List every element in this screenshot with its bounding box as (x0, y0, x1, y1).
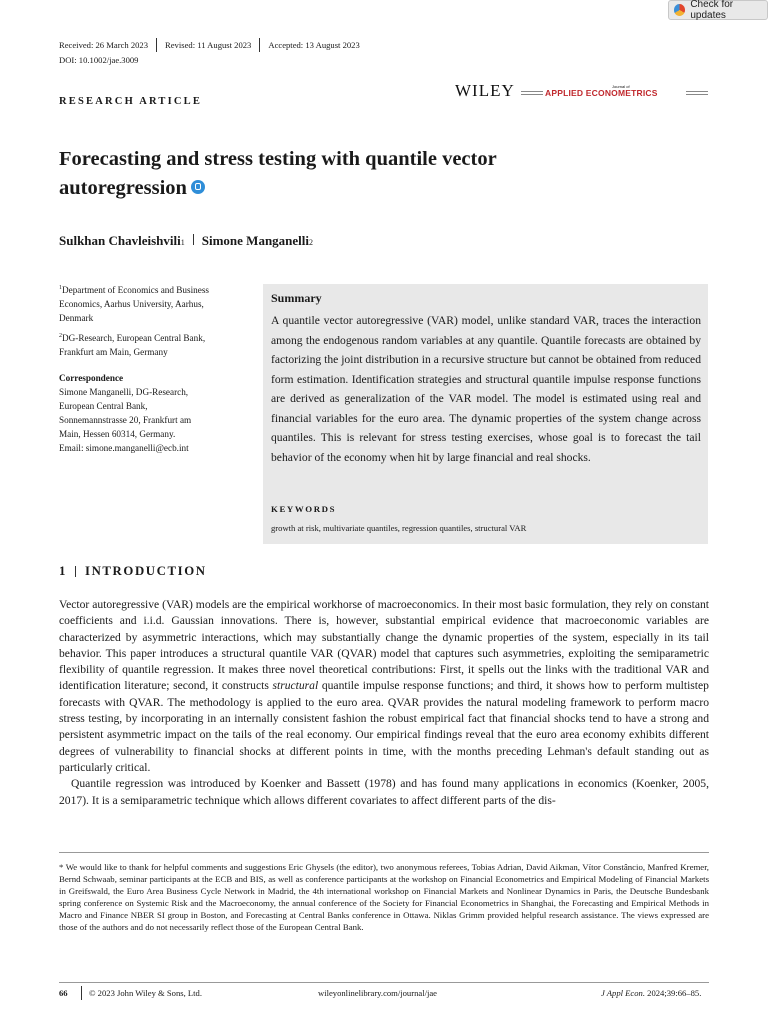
title-line-2: autoregression (59, 177, 187, 199)
logo-rule (521, 91, 543, 92)
logo-rule (686, 91, 708, 92)
body-text (59, 597, 709, 809)
author-affiliation-mark: 1 (180, 238, 185, 247)
author-name[interactable]: Sulkhan Chavleishvili (59, 233, 181, 248)
page-number: 66 (59, 988, 68, 998)
paragraph (59, 597, 709, 776)
divider (81, 986, 82, 1000)
affiliation-line: Denmark (59, 313, 94, 324)
revised-date: Revised: 11 August 2023 (165, 40, 252, 50)
affiliation-1 (59, 281, 249, 325)
affiliation-2 (59, 329, 249, 359)
check-for-updates-label: Check for updates (690, 0, 734, 21)
publisher-logo: WILEY (455, 81, 515, 100)
divider (193, 234, 194, 245)
paragraph-text: quantile impulse response functions; and third, it shows how to perform multistep forecasts with QVAR. The methodology is applied to the euro area. QVAR provides the natural modeling framework to perform macro stress testing, by incorporating in an internally consistent fashion the robust empirical fact that financial shocks tend to have a strong and persistent asymmetric impact on the tails of the real economy. Our empirical findings reveal that the euro area economy exhibits different degrees of vulnerability to financial shocks at different points in time, with the months preceding Lehman's default standing out as particularly critical. (59, 679, 709, 774)
paragraph: Quantile regression was introduced by Koenker and Bassett (1978) and has found many applications in economics (Koenker, 2005, 2017). It is a semiparametric technique which allows different covariates to affect different parts of the dis- (59, 777, 709, 807)
volume-info: 2024;39:66–85. (645, 988, 702, 998)
section-title: INTRODUCTION (85, 564, 207, 578)
doi[interactable]: DOI: 10.1002/jae.3009 (59, 55, 139, 65)
footnote: * We would like to thank for helpful comments and suggestions Eric Ghysels (the editor), two anonymous referees, Tobias Adrian, David Aikman, Vítor Constâncio, Manfred Kremer, Bernd Schwaab, seminar participants at the ECB and BIS, as well as conference participants at the workshop on Financial Econometrics and Empirical Modeling of Financial Markets in Greifswald, the Euro Area Business Cycle Network in Madrid, the 4th international workshop on Financial Markets and Nonlinear Dynamics in Paris, the Deutsche Bundesbank spring conference on Systemic Risk and the Macroeconomy, the annual conference of the Society for Financial Econometrics in Shanghai, the Forecasting and Empirical Methods in Macro and Finance NBER SI group in Boston, and Forecasting at Central Banks conference in Ottawa. Niklas Grimm provided helpful research assistance. The views expressed are those of the authors and do not necessarily reflect those of the European Central Bank. (59, 862, 709, 933)
open-access-icon[interactable] (191, 180, 205, 194)
divider (156, 38, 157, 52)
article-title (59, 145, 659, 203)
summary-text: A quantile vector autoregressive (VAR) model, unlike standard VAR, traces the interaction among the endogenous random variables at any quantile. Quantile forecasts are obtained by factorizing the joint distribution in a recursive structure but cannot be obtained from reduced form estimation. Identification strategies and structural quantile impulse response functions are derived as generalization of the VAR model. The model is estimated using real and financial variables for the euro area. The dynamic properties of the system change across quantiles. This is relevant for stress testing exercises, whose goal is to forecast the tail behavior of the economy when hit by large financial and real shocks. (271, 314, 701, 464)
logo-rule (686, 94, 708, 95)
article-dates (59, 38, 360, 52)
paragraph-text: Vector autoregressive (VAR) models are the empirical workhorse of macroeconomics. In their most basic formulation, they rely on constant coefficients and i.i.d. Gaussian innovations. There is, however, substantial empirical evidence that macroeconomic variables are characterized by asymmetric interactions, which may substantially change the dynamic properties of the system, especially in its tail behavior. This paper introduces a structural quantile VAR (QVAR) model that captures such asymmetries, exploiting the semiparametric flexibility of quantile regression. It makes three novel theoretical contributions: First, it spells out the links with the traditional VAR and identification literature; second, it constructs (59, 598, 709, 693)
affiliation-mark: 2 (59, 333, 62, 339)
logo-rule (521, 94, 543, 95)
divider (259, 38, 260, 52)
author-list (59, 233, 313, 249)
emphasis-text: structural (272, 679, 319, 693)
keywords-heading: KEYWORDS (271, 504, 337, 514)
journal-url[interactable]: wileyonlinelibrary.com/journal/jae (318, 988, 437, 998)
keywords-list: growth at risk, multivariate quantiles, regression quantiles, structural VAR (271, 523, 527, 533)
correspondence (59, 371, 249, 455)
divider (75, 566, 76, 577)
correspondence-line: Sonnemannstrasse 20, Frankfurt am (59, 415, 192, 425)
section-heading (59, 564, 207, 579)
correspondence-line: Simone Manganelli, DG-Research, (59, 387, 189, 397)
footnote-rule (59, 852, 709, 853)
received-date: Received: 26 March 2023 (59, 40, 149, 50)
footer-rule (59, 982, 709, 983)
correspondence-heading: Correspondence (59, 373, 124, 383)
correspondence-email[interactable]: Email: simone.manganelli@ecb.int (59, 443, 189, 453)
check-for-updates-button[interactable] (668, 0, 768, 20)
affiliation-line: Economics, Aarhus University, Aarhus, (59, 299, 204, 310)
summary-heading: Summary (271, 291, 322, 305)
accepted-date: Accepted: 13 August 2023 (268, 40, 360, 50)
article-type: RESEARCH ARTICLE (59, 96, 203, 107)
citation (601, 988, 701, 998)
journal-abbrev: J Appl Econ. (601, 988, 645, 998)
correspondence-line: European Central Bank, (59, 401, 148, 411)
affiliation-line: DG-Research, European Central Bank, (62, 333, 206, 344)
title-line-1: Forecasting and stress testing with quantile vector (59, 148, 497, 170)
section-number: 1 (59, 564, 67, 578)
journal-logo: APPLIED ECONOMETRICS (545, 88, 658, 98)
author-affiliation-mark: 2 (309, 238, 314, 247)
affiliation-mark: 1 (59, 285, 62, 291)
copyright: © 2023 John Wiley & Sons, Ltd. (89, 988, 202, 998)
author-name[interactable]: Simone Manganelli (201, 233, 310, 248)
affiliation-line: Frankfurt am Main, Germany (59, 347, 168, 358)
crossmark-icon (674, 4, 685, 16)
journal-prefix: Journal of (612, 84, 630, 89)
correspondence-line: Main, Hessen 60314, Germany. (59, 429, 176, 439)
affiliation-line: Department of Economics and Business (62, 285, 209, 296)
